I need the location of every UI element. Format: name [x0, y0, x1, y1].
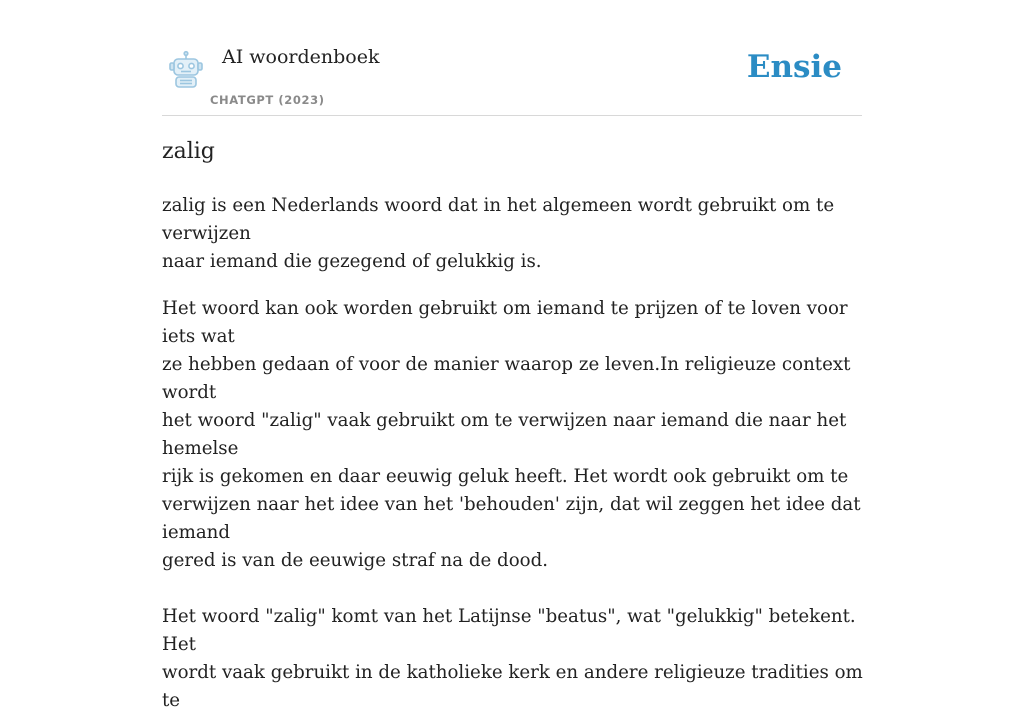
headword: zalig: [162, 139, 215, 164]
brand-logo[interactable]: Ensie: [746, 49, 842, 85]
source-label: CHATGPT (2023): [210, 93, 325, 107]
dictionary-header: [162, 40, 862, 116]
definition-paragraph: zalig is een Nederlands woord dat in het algemeen wordt gebruikt om te verwijzen naar iemand die gezegend of gelukkig is.: [162, 195, 835, 272]
definition-body: [162, 192, 867, 715]
definition-paragraph: Het woord "zalig" komt van het Latijnse "beatus", wat "gelukkig" betekent. Het wordt vaak gebruikt in de katholieke kerk en andere religieuze tradities om te: [162, 606, 863, 711]
dictionary-name[interactable]: AI woordenboek: [222, 46, 380, 68]
definition-paragraph: Het woord kan ook worden gebruikt om iemand te prijzen of te loven voor iets wat ze hebben gedaan of voor de manier waarop ze leven.In religieuze context wordt het woord "zalig" vaak gebruikt om te verwijzen naar iemand die naar het hemelse rijk is gekomen en daar eeuwig geluk heeft. Het wordt ook gebruikt om te verwijzen naar het idee van het 'behouden' zijn, dat wil zeggen het idee dat iemand gered is van de eeuwige straf na de dood.: [162, 298, 861, 571]
robot-icon: [166, 50, 206, 90]
